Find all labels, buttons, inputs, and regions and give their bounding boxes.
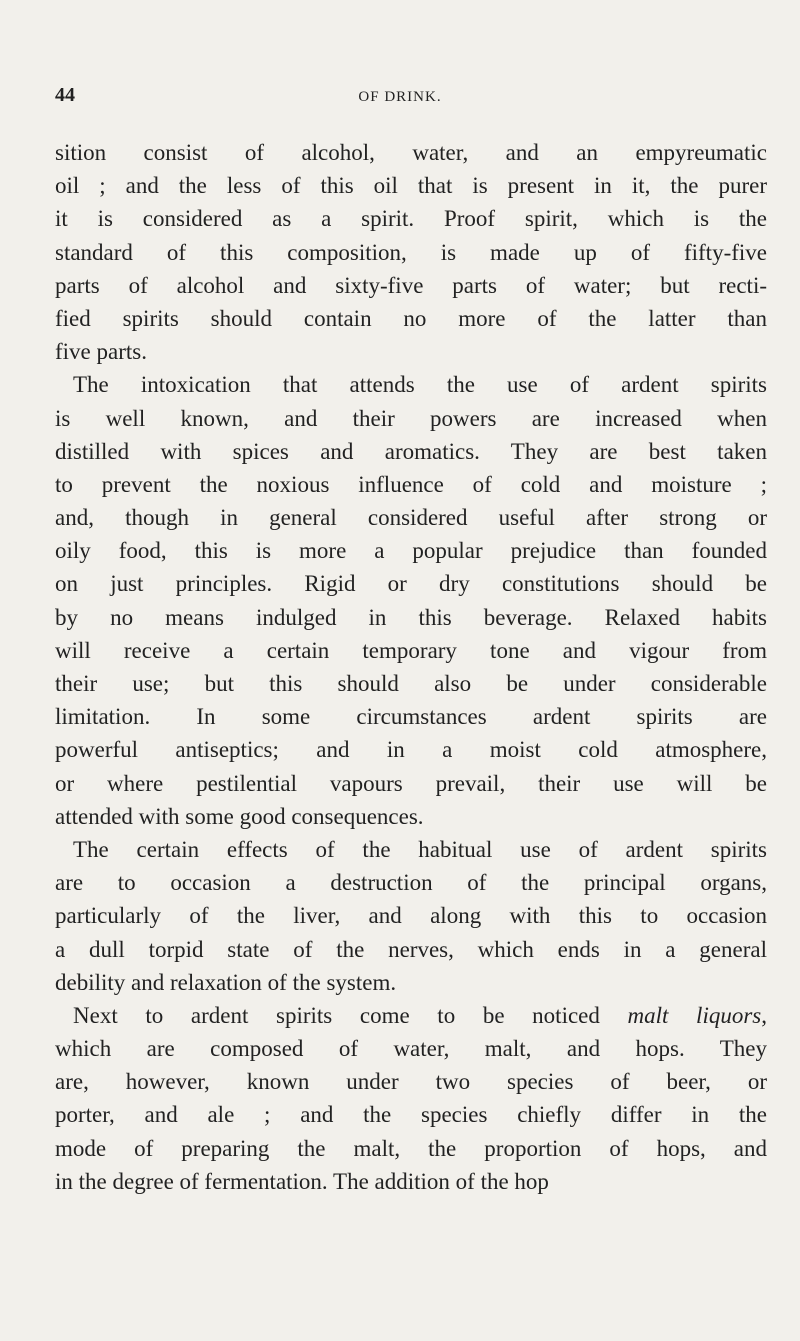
- text-line: mode of preparing the malt, the proportion of hops, and: [55, 1135, 767, 1161]
- text-line: fied spirits should contain no more of the latter than: [55, 305, 767, 331]
- page-number: 44: [55, 84, 75, 106]
- text-line: are to occasion a destruction of the principal organs,: [55, 870, 767, 896]
- text-span: ,: [761, 1002, 767, 1028]
- text-line: attended with some good consequences.: [55, 803, 424, 829]
- text-line: are, however, known under two species of beer, or: [55, 1069, 767, 1095]
- text-line: [55, 999, 767, 1032]
- text-line: is well known, and their powers are increased when: [55, 405, 767, 431]
- text-line: oil ; and the less of this oil that is present in it, the purer: [55, 173, 767, 199]
- text-line: their use; but this should also be under considerable: [55, 671, 767, 696]
- text-line: powerful antiseptics; and in a moist cold atmosphere,: [55, 737, 767, 763]
- text-line: sition consist of alcohol, water, and an empyreumatic: [55, 140, 767, 165]
- italic-term: malt liquors: [627, 1002, 762, 1028]
- text-line: particularly of the liver, and along with this to occasion: [55, 903, 767, 929]
- text-line: The certain effects of the habitual use of ardent spirits: [73, 836, 767, 862]
- text-line: The intoxication that attends the use of ardent spirits: [73, 372, 767, 398]
- page-body: [55, 136, 767, 1198]
- text-line: porter, and ale ; and the species chiefly differ in the: [55, 1102, 767, 1128]
- text-line: in the degree of fermentation. The addition of the hop: [55, 1168, 549, 1194]
- text-line: distilled with spices and aromatics. They are best taken: [55, 438, 767, 464]
- text-line: five parts.: [55, 339, 147, 365]
- text-line: debility and relaxation of the system.: [55, 969, 397, 995]
- text-line: by no means indulged in this beverage. Relaxed habits: [55, 604, 767, 630]
- text-line: will receive a certain temporary tone and vigour from: [55, 637, 767, 663]
- text-line: limitation. In some circumstances ardent spirits are: [55, 704, 767, 730]
- text-line: oily food, this is more a popular prejudice than founded: [55, 538, 767, 564]
- running-title: OF DRINK.: [358, 89, 442, 105]
- text-line: a dull torpid state of the nerves, which ends in a general: [55, 936, 767, 962]
- text-line: to prevent the noxious influence of cold and moisture ;: [55, 471, 767, 497]
- text-span: Next to ardent spirits come to be noticed: [73, 1002, 628, 1028]
- text-line: or where pestilential vapours prevail, their use will be: [55, 770, 767, 796]
- text-line: on just principles. Rigid or dry constitutions should be: [55, 571, 767, 597]
- text-line: which are composed of water, malt, and hops. They: [55, 1036, 767, 1062]
- text-line: parts of alcohol and sixty-five parts of water; but recti-: [55, 272, 767, 298]
- text-line: and, though in general considered useful after strong or: [55, 505, 767, 531]
- text-line: standard of this composition, is made up of fifty-five: [55, 239, 767, 265]
- text-line: it is considered as a spirit. Proof spirit, which is the: [55, 206, 767, 232]
